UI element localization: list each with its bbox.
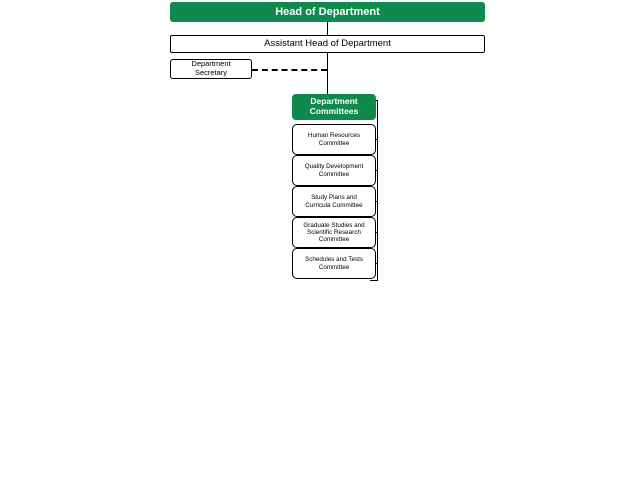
connector-head-to-assistant (327, 22, 328, 35)
node-assistant-head-of-department[interactable] (170, 35, 485, 53)
node-head-of-department-label: Head of Department (275, 5, 380, 18)
node-committee-item[interactable] (292, 155, 376, 186)
committee-label-line2: Scientific Research (307, 228, 361, 236)
connector-committee-spine (377, 100, 378, 280)
connector-main-trunk (327, 53, 328, 100)
committee-label-line1: Quality Development (304, 163, 364, 171)
committee-label-line2: Curricula Committee (305, 201, 363, 209)
node-committee-item[interactable] (292, 217, 376, 248)
node-head-of-department[interactable] (170, 2, 485, 22)
committee-label-line3: Committee (318, 236, 350, 244)
node-department-secretary-label-line2: Secretary (194, 68, 228, 77)
connector-secretary-dashed (252, 69, 327, 71)
committee-label-line1: Graduate Studies and (303, 221, 365, 229)
committee-label-line1: Schedules and Tests (305, 256, 363, 264)
node-department-committees-label-line1: Department (310, 96, 358, 107)
connector-committee-stub-bottom (370, 280, 378, 281)
node-committee-item[interactable] (292, 186, 376, 217)
node-assistant-head-label: Assistant Head of Department (264, 37, 391, 49)
node-department-committees[interactable] (292, 94, 376, 120)
node-department-committees-label-line2: Committees (309, 106, 359, 116)
committee-label-line1: Human Resources (307, 132, 361, 140)
committee-label-line2: Committee (318, 139, 350, 147)
node-committee-item[interactable] (292, 248, 376, 279)
node-department-secretary-label-line1: Department (191, 59, 231, 69)
committee-label-line1: Study Plans and (311, 194, 357, 202)
node-department-secretary[interactable] (170, 59, 252, 79)
node-committee-item[interactable] (292, 124, 376, 155)
committee-label-line2: Committee (318, 170, 350, 178)
committee-label-line2: Committee (318, 263, 350, 271)
